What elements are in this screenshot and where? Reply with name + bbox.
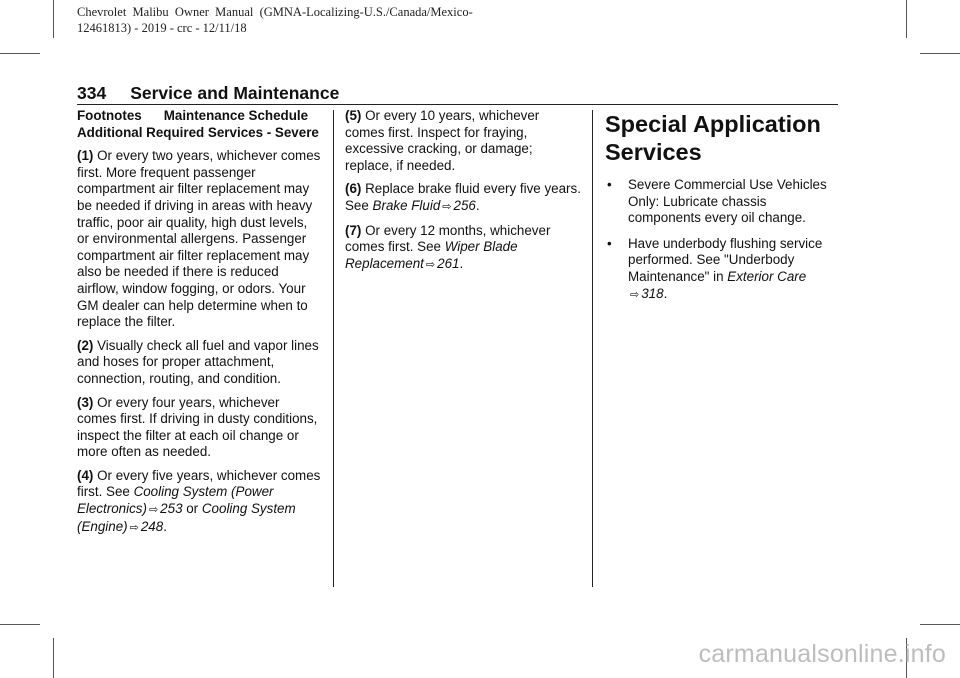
page-ref[interactable]: 253 [160, 501, 183, 517]
page-number: 334 [77, 83, 107, 103]
crop-mark [53, 638, 54, 678]
xref-link[interactable]: Wiper Blade Replacement [345, 239, 518, 271]
services-list [605, 177, 840, 303]
xref-link[interactable]: Brake Fluid [372, 197, 441, 213]
manual-header [77, 4, 637, 36]
manual-header-line1: Chevrolet Malibu Owner Manual (GMNA-Localizing-U.S./Canada/Mexico- [77, 5, 473, 19]
crop-mark [906, 0, 907, 38]
xref-link[interactable]: Cooling System (Engine) [77, 501, 296, 534]
footnote-6: (6) Replace brake fluid every five years. See Brake Fluid ⇨ 256. [345, 181, 581, 213]
page-ref[interactable]: 248 [140, 518, 164, 534]
section-title: Service and Maintenance [130, 83, 340, 103]
footnotes-title: Footnotes Maintenance Schedule Additional Required Services - Severe [77, 108, 319, 140]
manual-header-line2: 12461813) - 2019 - crc - 12/11/18 [77, 21, 247, 35]
footnote-7: (7) Or every 12 months, whichever comes first. See Wiper Blade Replacement ⇨ 261. [345, 222, 551, 271]
column-2 [345, 108, 581, 280]
watermark: carmanualsonline.info [698, 640, 946, 668]
xref-link[interactable]: Exterior Care [727, 268, 807, 284]
bullet-icon: • [607, 235, 612, 251]
footnote-1: (1) Or every two years, whichever comes first. More frequent passenger compartment air filter replacement may be needed if driving in areas with heavy traffic, poor air quality, high dust levels, or environmental allergens. Passenger compartment air filter replacement may also be needed if there is reduced airflow, window fogging, or odors. Your GM dealer can help determine when to replace the filter. [77, 148, 321, 330]
crop-mark [920, 624, 960, 625]
list-item: • Have underbody flushing service performed. See "Underbody Maintenance" in Exterior Care ⇨ 318. [607, 235, 823, 301]
page-arrow-icon: ⇨ [630, 288, 640, 301]
footnote-4: (4) Or every five years, whichever comes first. See Cooling System (Power Electronics) ⇨ 253 or Cooling System (Engine) ⇨ 248. [77, 467, 321, 534]
list-item: • Severe Commercial Use Vehicles Only: Lubricate chassis components every oil change. [607, 177, 827, 226]
crop-mark [0, 624, 40, 625]
crop-mark [53, 0, 54, 38]
page-arrow-icon: ⇨ [442, 200, 452, 213]
xref-link[interactable]: Cooling System (Power Electronics) [77, 484, 274, 517]
column-1 [77, 108, 321, 543]
column-divider [333, 110, 334, 587]
page-ref[interactable]: 256 [453, 197, 476, 213]
page-arrow-icon: ⇨ [425, 258, 436, 271]
page-arrow-icon: ⇨ [148, 504, 159, 517]
crop-mark [920, 53, 960, 54]
column-3 [605, 108, 840, 312]
page-ref[interactable]: 261 [437, 255, 460, 271]
footnote-3: (3) Or every four years, whichever comes first. If driving in dusty conditions, inspect the filter at each oil change or more often as needed. [77, 394, 318, 460]
page-arrow-icon: ⇨ [129, 521, 139, 534]
column-divider [592, 110, 593, 587]
bullet-icon: • [607, 177, 612, 192]
page-ref[interactable]: 318 [641, 285, 664, 301]
crop-mark [0, 53, 40, 54]
page-heading [77, 82, 837, 104]
footnote-5: (5) Or every 10 years, whichever comes first. Inspect for fraying, excessive cracking, or damage; replace, if needed. [345, 108, 540, 173]
special-services-title: Special Application Services [605, 111, 821, 165]
footnote-2: (2) Visually check all fuel and vapor lines and hoses for proper attachment, connection, routing, and condition. [77, 337, 319, 386]
heading-rule [77, 104, 838, 105]
